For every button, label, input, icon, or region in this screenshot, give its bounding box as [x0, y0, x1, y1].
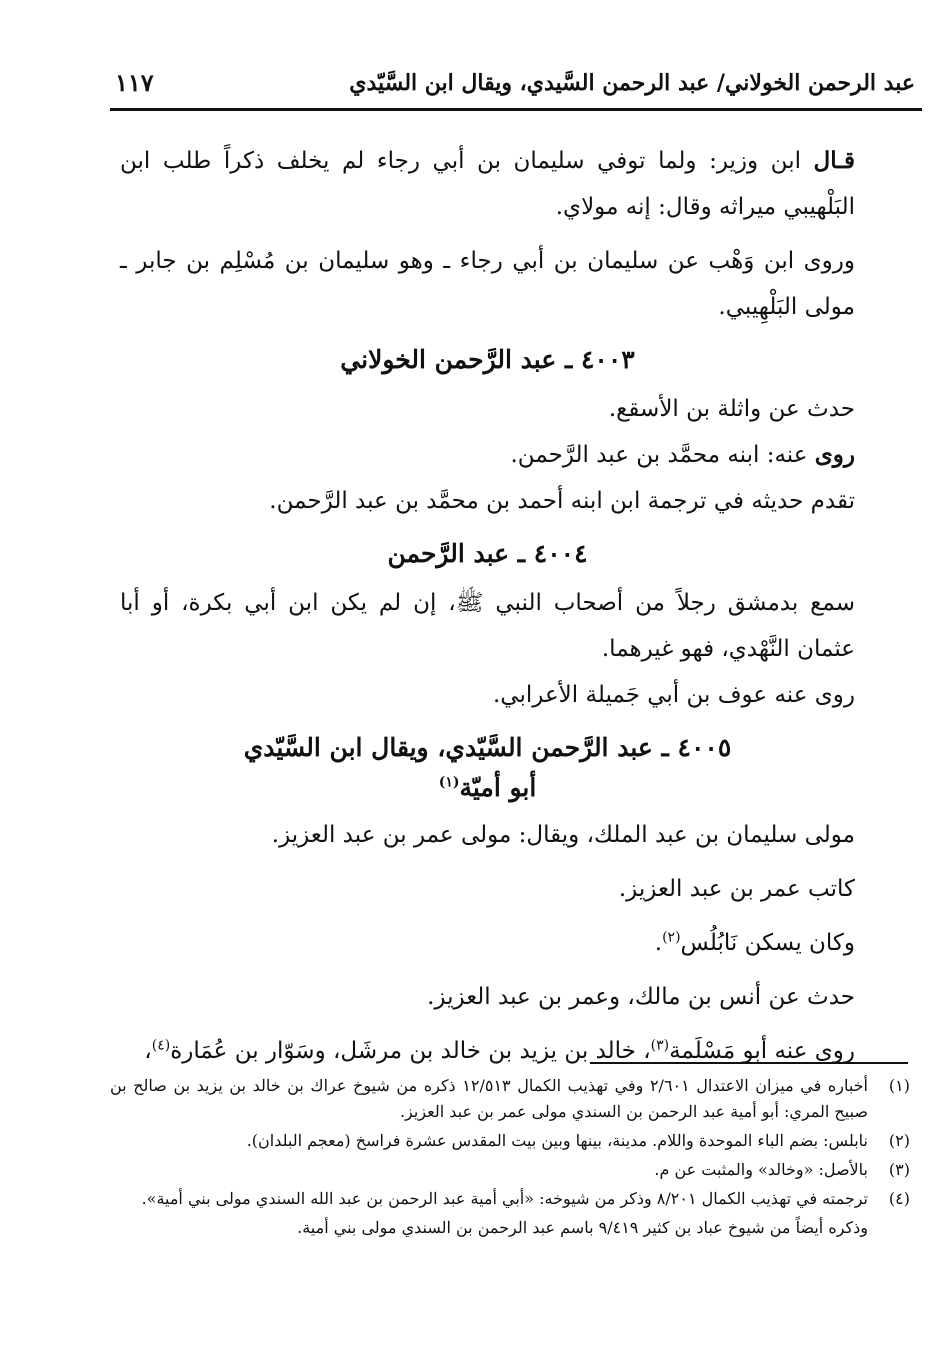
entry-4005-paragraph-5-b: ، خالد بن يزيد بن خالد بن مرشَل، وسَوّار بن عُمَارة — [170, 1038, 651, 1064]
entry-4005-subtitle-text: أبو أميّة — [459, 773, 537, 802]
entry-4003-paragraph-3: تقدم حديثه في ترجمة ابن ابنه أحمد بن محمَّد بن عبد الرَّحمن. — [269, 488, 855, 514]
footnote-marker-1: (١) — [438, 774, 460, 791]
footnote-marker-4: (٤) — [151, 1037, 171, 1054]
entry-4003-paragraph-1: حدث عن واثلة بن الأسقع. — [608, 396, 855, 422]
entry-4005-paragraph-3-end: . — [654, 930, 663, 956]
entry-4005-paragraph-2: كاتب عمر بن عبد العزيز. — [618, 876, 855, 902]
intro-paragraph-1 — [120, 138, 855, 230]
entry-4003-title: ٤٠٠٣ ـ عبد الرَّحمن الخولاني — [340, 345, 635, 374]
page-number: ١١٧ — [115, 68, 154, 97]
footnote-4-number: (٤) — [888, 1189, 910, 1208]
footnote-3-text: بالأصل: «وخالد» والمثبت عن م. — [654, 1160, 868, 1179]
entry-4004-title: ٤٠٠٤ ـ عبد الرَّحمن — [387, 539, 588, 568]
footnote-4-text: ترجمته في تهذيب الكمال ٨/٢٠١ وذكر من شيوخه: «أبي أمية عبد الرحمن بن عبد الله السندي مولى بني أمية». — [141, 1189, 868, 1208]
entry-4003-paragraph-2-text: عنه: ابنه محمَّد بن عبد الرَّحمن. — [510, 442, 815, 468]
intro-paragraph-2: وروى ابن وَهْب عن سليمان بن أبي رجاء ـ وهو سليمان بن مُسْلِم بن جابر ـ مولى البَلْهِيبي. — [120, 248, 855, 320]
footnote-3 — [110, 1157, 910, 1183]
entry-4005-paragraph-3 — [120, 920, 855, 966]
entry-4005-paragraph-5-c: ، — [144, 1038, 152, 1064]
entry-4005-paragraph-5 — [120, 1028, 855, 1074]
footnote-marker-2: (٢) — [662, 929, 681, 946]
keyword-qala: قـال — [813, 147, 855, 174]
entry-4004-paragraph-1: سمع بدمشق رجلاً من أصحاب النبي ﷺ، إن لم يكن ابن أبي بكرة، أو أبا عثمان النَّهْدي، فهو غيرهما. — [120, 590, 855, 662]
entry-4005-subtitle — [120, 770, 855, 806]
entry-4005-paragraph-1: مولى سليمان بن عبد الملك، ويقال: مولى عمر بن عبد العزيز. — [271, 822, 855, 848]
entry-4005-paragraph-4: حدث عن أنس بن مالك، وعمر بن عبد العزيز. — [427, 984, 855, 1010]
footnote-1-text: أخباره في ميزان الاعتدال ٢/٦٠١ وفي تهذيب الكمال ١٢/٥١٣ ذكره من شيوخ عراك بن خالد بن يزيد بن صالح بن صبيح المري: أبو أمية عبد الرحمن بن السندي مولى عمر بن عبد العزيز. — [110, 1076, 868, 1121]
entry-4005-paragraph-3-text: وكان يسكن نَابُلُس — [680, 930, 855, 956]
entry-4005-title: ٤٠٠٥ ـ عبد الرَّحمن السَّيّدي، ويقال ابن السَّيّدي — [243, 733, 732, 762]
footnote-1 — [110, 1073, 910, 1125]
running-header-title: عبد الرحمن الخولاني/ عبد الرحمن السَّيدي، ويقال ابن السَّيّدي — [349, 70, 915, 96]
footnote-marker-3: (٣) — [650, 1037, 670, 1054]
keyword-rawa: روى — [814, 441, 855, 468]
footnote-2-number: (٢) — [888, 1131, 910, 1150]
footnote-2 — [110, 1128, 910, 1154]
footnote-4 — [110, 1186, 910, 1212]
entry-4004-paragraph-2: روى عنه عوف بن أبي جَميلة الأعرابي. — [493, 682, 855, 708]
footnote-3-number: (٣) — [888, 1160, 910, 1179]
intro-paragraph-1-text: ابن وزير: ولما توفي سليمان بن أبي رجاء لم يخلف ذكراً طلب ابن البَلْهيبي ميراثه وقال: إنه مولاي. — [120, 148, 855, 220]
entry-4003-paragraph-2 — [120, 432, 855, 478]
footnote-4-continuation: وذكره أيضاً من شيوخ عباد بن كثير ٩/٤١٩ باسم عبد الرحمن بن السندي مولى بني أمية. — [297, 1218, 868, 1237]
footnote-1-number: (١) — [888, 1076, 910, 1095]
entry-4005-paragraph-5-a: روى عنه أبو مَسْلَمة — [669, 1038, 855, 1064]
header-rule — [110, 108, 922, 111]
footnote-rule — [590, 1062, 908, 1064]
main-text — [120, 138, 855, 1074]
footnote-2-text: نابلس: بضم الباء الموحدة واللام. مدينة، بينها وبين بيت المقدس عشرة فراسخ (معجم البلدان). — [246, 1131, 868, 1150]
footnotes — [110, 1073, 910, 1241]
